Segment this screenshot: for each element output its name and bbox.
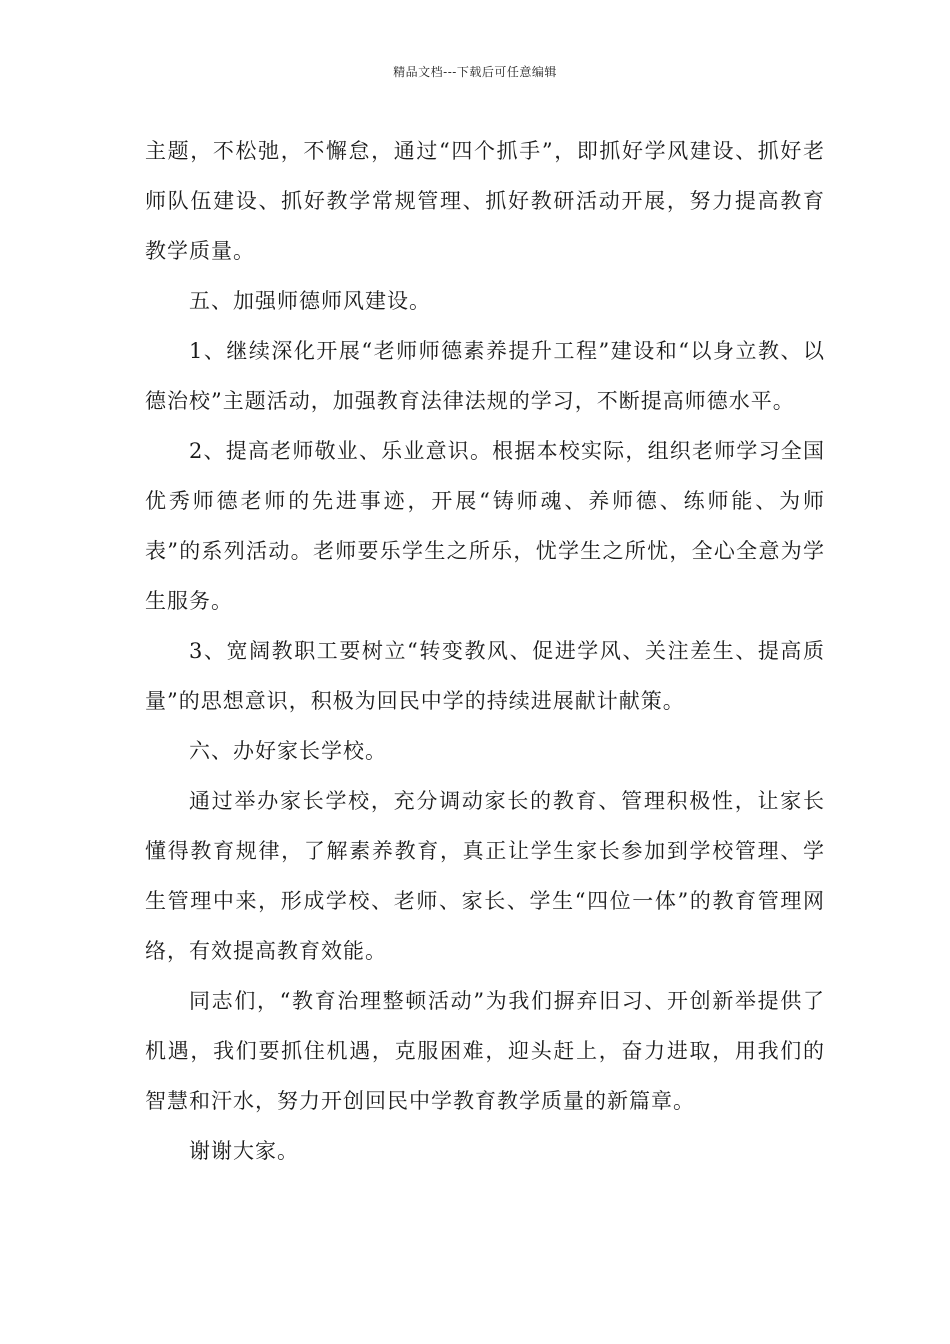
paragraph-item-1: 1、继续深化开展“老师师德素养提升工程”建设和“以身立教、以德治校”主题活动，加强教育法律法规的学习，不断提高师德水平。 xyxy=(145,339,825,413)
paragraph-closing: 同志们，“教育治理整顿活动”为我们摒弃旧习、开创新举提供了机遇，我们要抓住机遇，克服困难，迎头赶上，奋力进取，用我们的智慧和汗水，努力开创回民中学教育教学质量的新篇章。 xyxy=(145,989,825,1113)
paragraph-item-3: 3、宽阔教职工要树立“转变教风、促进学风、关注差生、提高质量”的思想意识，积极为回民中学的持续进展献计献策。 xyxy=(145,639,825,713)
document-body xyxy=(145,126,825,1176)
section-heading-5: 五、加强师德师风建设。 xyxy=(189,289,431,313)
page-header: 精品文档---下载后可任意编辑 xyxy=(393,65,557,79)
paragraph-parent-school: 通过举办家长学校，充分调动家长的教育、管理积极性，让家长懂得教育规律，了解素养教育，真正让学生家长参加到学校管理、学生管理中来，形成学校、老师、家长、学生“四位一体”的教育管理网络，有效提高教育效能。 xyxy=(145,789,825,963)
paragraph-item-2: 2、提高老师敬业、乐业意识。根据本校实际，组织老师学习全国优秀师德老师的先进事迹，开展“铸师魂、养师德、练师能、为师表”的系列活动。老师要乐学生之所乐，忧学生之所忧，全心全意为学生服务。 xyxy=(145,439,825,613)
paragraph-continuation: 主题，不松弛，不懈怠，通过“四个抓手”，即抓好学风建设、抓好老师队伍建设、抓好教学常规管理、抓好教研活动开展，努力提高教育教学质量。 xyxy=(145,139,825,263)
paragraph-thanks: 谢谢大家。 xyxy=(189,1139,299,1163)
section-heading-6: 六、办好家长学校。 xyxy=(189,739,387,763)
